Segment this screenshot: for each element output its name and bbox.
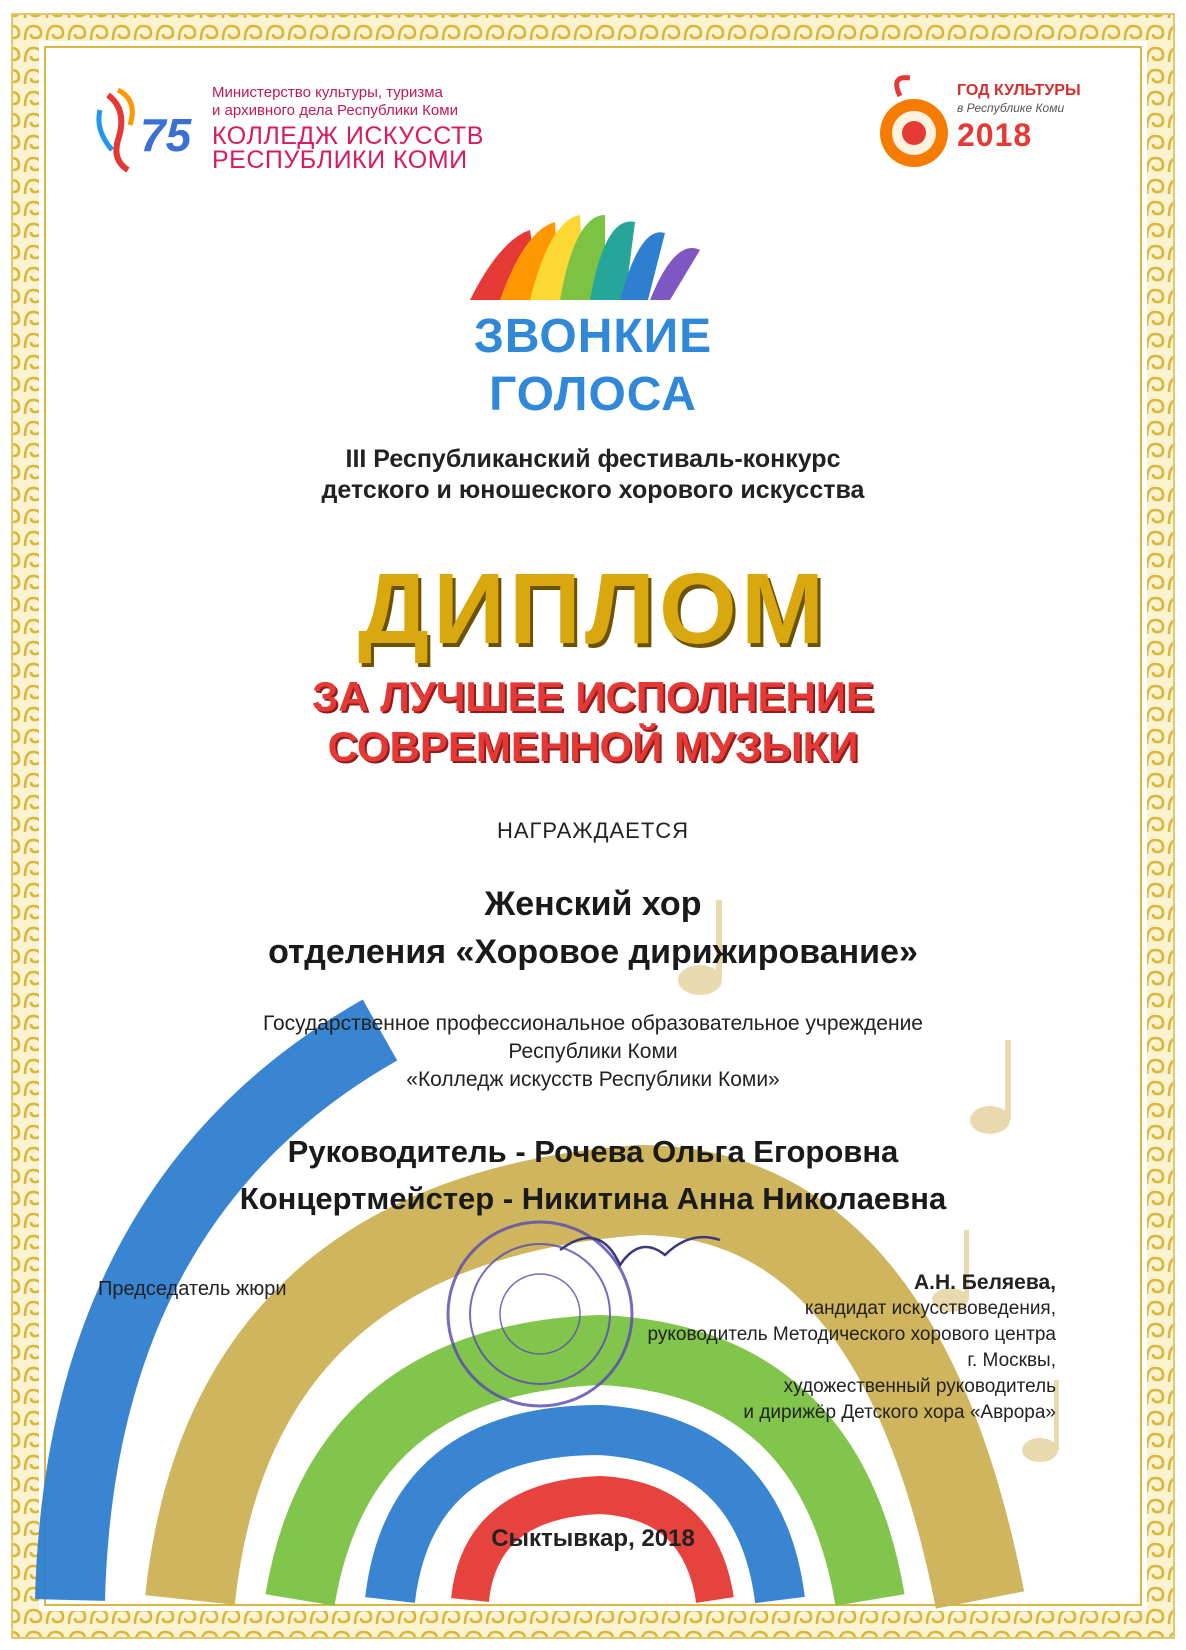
jury-chair-label: Председатель жюри bbox=[98, 1278, 287, 1300]
diploma-title: ДИПЛОМ bbox=[357, 553, 829, 665]
college-name: КОЛЛЕДЖ ИСКУССТВ РЕСПУБЛИКИ КОМИ bbox=[212, 122, 484, 174]
anniversary-number: 75 bbox=[140, 109, 192, 161]
festival-fan-logo-icon bbox=[470, 215, 700, 300]
year-of-culture-subtitle: в Республике Коми bbox=[957, 101, 1065, 115]
year-of-culture-title: ГОД КУЛЬТУРЫ bbox=[957, 82, 1081, 99]
jury-head-name: А.Н. Беляева, bbox=[913, 1271, 1056, 1294]
awarded-label: НАГРАЖДАЕТСЯ bbox=[496, 818, 690, 843]
festival-name: ЗВОНКИЕ ГОЛОСА bbox=[473, 310, 713, 421]
recipient: Женский хор отделения «Хоровое дирижирование» bbox=[268, 885, 918, 971]
institution: Государственное профессиональное образовательное учреждение Республики Коми «Колледж искусств Республики Коми» bbox=[263, 1012, 923, 1091]
place-and-year: Сыктывкар, 2018 bbox=[491, 1525, 695, 1552]
nomination: ЗА ЛУЧШЕЕ ИСПОЛНЕНИЕ СОВРЕМЕННОЙ МУЗЫКИ bbox=[312, 673, 874, 770]
year-of-culture-emblem-icon bbox=[880, 78, 948, 167]
year-of-culture-year: 2018 bbox=[957, 117, 1033, 153]
ministry-name: Министерство культуры, туризма и архивного дела Республики Коми bbox=[212, 84, 458, 119]
college-logo-text bbox=[212, 84, 512, 172]
leaders bbox=[0, 1128, 1186, 1222]
college-emblem-icon bbox=[99, 90, 132, 170]
leader-director: Руководитель - Рочева Ольга Егоровна bbox=[287, 1134, 899, 1169]
year-of-culture-logo bbox=[957, 82, 1097, 154]
leader-accompanist: Концертмейстер - Никитина Анна Николаевна bbox=[239, 1181, 947, 1216]
jury-head: А.Н. Беляева, кандидат искусствоведения, руководитель Методического хорового центра г. Москвы, художественный руководитель и дирижёр Детского хора «Аврора» bbox=[536, 1270, 1056, 1426]
festival-description: III Республиканский фестиваль-конкурс детского и юношеского хорового искусства bbox=[321, 445, 865, 504]
